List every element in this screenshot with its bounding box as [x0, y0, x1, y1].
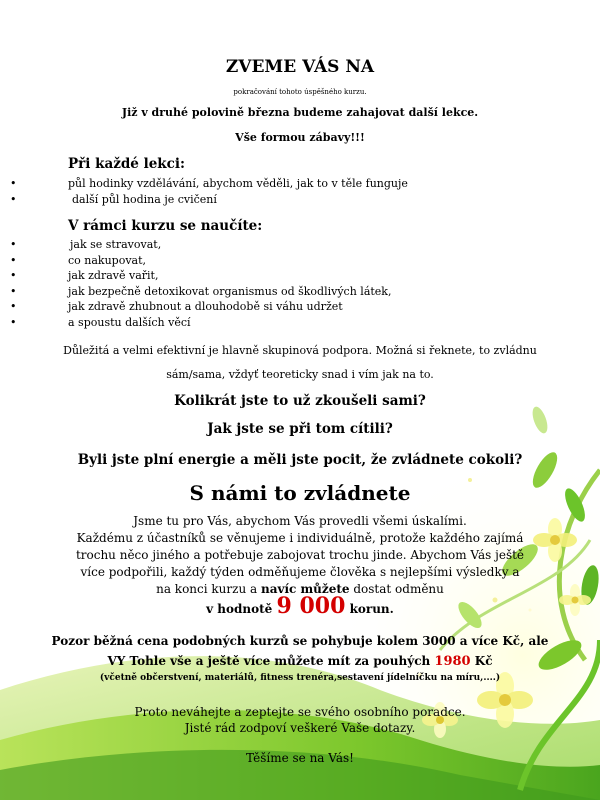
list-item: • a spoustu dalších věcí	[10, 315, 191, 329]
question-3: Byli jste plní energie a měli jste pocit, že zvládnete cokoli?	[77, 452, 523, 468]
bullet-icon: •	[10, 269, 17, 282]
price-details: (včetně občerstvení, materiálů, fitness trenéra,sestavení jídelníčku na míru,....)	[99, 673, 501, 683]
list-item: • půl hodinky vzdělávání, abychom věděli, jak to v těle funguje	[10, 177, 408, 190]
reward-value: v hodnotě 9 000 korun.	[206, 593, 394, 619]
subheading: pokračování tohoto úspěšného kurzu.	[233, 88, 367, 96]
list-item: • co nakupovat,	[10, 253, 147, 267]
fun-line: Vše formou zábavy!!!	[235, 131, 365, 144]
bullet-icon: •	[10, 315, 17, 329]
closing-line-3: Těšíme se na Vás!	[246, 751, 354, 765]
body-line: více podpořili, každý týden odměňujeme člověka s nejlepšími výsledky a	[80, 565, 520, 579]
support-text-1: Důležitá a velmi efektivní je hlavně skupinová podpora. Možná si řeknete, to zvládnu	[63, 344, 537, 357]
section2-list	[0, 237, 600, 330]
body-line: Každému z účastníků se věnujeme i individuálně, protože každého zajímá	[76, 531, 524, 545]
heading: ZVEME VÁS NA	[225, 57, 375, 77]
body-line: trochu něco jiného a potřebuje zabojovat trochu jinde. Abychom Vás ještě	[75, 548, 525, 562]
slogan: S námi to zvládnete	[189, 481, 411, 505]
reward-emphasis: navíc můžete	[260, 582, 350, 596]
section2-title: V rámci kurzu se naučíte:	[68, 218, 263, 234]
bullet-icon: •	[10, 253, 17, 267]
price-line-1: Pozor běžná cena podobných kurzů se pohybuje kolem 3000 a více Kč, ale	[51, 634, 549, 648]
bullet-icon: •	[10, 284, 17, 298]
reward-amount: 9 000	[276, 593, 346, 619]
list-item: • další půl hodina je cvičení	[10, 192, 217, 206]
section1-list	[0, 176, 600, 207]
intro-line: Již v druhé polovině března budeme zahajovat další lekce.	[121, 106, 479, 119]
section1-title: Při každé lekci:	[68, 156, 185, 172]
question-2: Jak jste se při tom cítili?	[207, 421, 393, 437]
bullet-icon: •	[10, 238, 17, 251]
bullet-icon: •	[10, 177, 17, 190]
closing-line-1: Proto neváhejte a zeptejte se svého osobního poradce.	[134, 705, 466, 719]
question-1: Kolikrát jste to už zkoušeli sami?	[174, 393, 426, 409]
bullet-icon: •	[10, 192, 17, 206]
list-item: • jak zdravě zhubnout a dlouhodobě si váhu udržet	[10, 300, 343, 313]
list-item: • jak zdravě vařit,	[10, 269, 159, 282]
price-line-2: VY Tohle vše a ještě více můžete mít za pouhých 1980 Kč	[107, 654, 493, 669]
support-text-2: sám/sama, vždyť teoreticky snad i vím jak na to.	[166, 368, 434, 381]
list-item: • jak bezpečně detoxikovat organismus od škodlivých látek,	[10, 284, 392, 298]
price-amount: 1980	[434, 654, 471, 669]
closing-line-2: Jisté rád zodpoví veškeré Vaše dotazy.	[184, 721, 416, 735]
body-line: Jsme tu pro Vás, abychom Vás provedli všemi úskalími.	[133, 514, 467, 528]
body-line-reward: na konci kurzu a navíc můžete dostat odměnu	[156, 582, 444, 596]
bullet-icon: •	[10, 300, 17, 313]
list-item: • jak se stravovat,	[10, 238, 162, 251]
